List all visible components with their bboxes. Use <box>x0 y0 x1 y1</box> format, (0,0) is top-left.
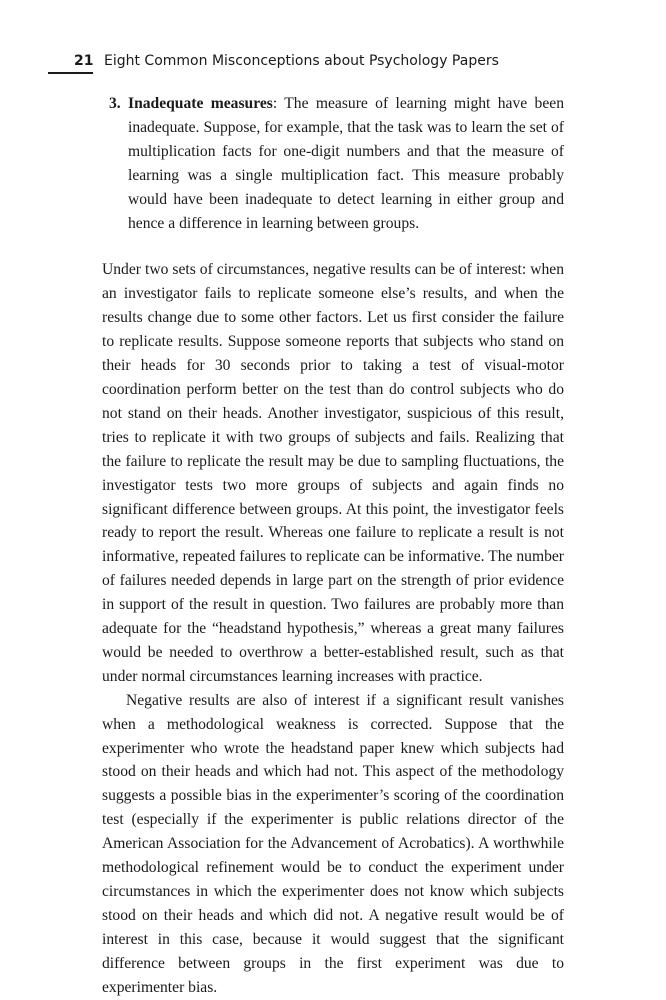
list-item-inadequate-measures <box>102 92 564 235</box>
paragraph-negative-results: Under two sets of circumstances, negative results can be of interest: when an investigator fails to replicate someone else’s results, and when the results change due to some other factors. Let us first consider the failure to replicate results. Suppose someone reports that subjects who stand on their heads for 30 seconds prior to taking a test of visual-motor coordination perform better on the test than do control subjects who do not stand on their heads. Another investigator, suspicious of this result, tries to replicate it with two groups of subjects and fails. Realizing that the failure to replicate the result may be due to sampling fluctuations, the investigator tests two more groups of subjects and again finds no significant difference between groups. At this point, the investigator feels ready to report the result. Whereas one failure to replicate a result is not informative, repeated failures to replicate can be informative. The number of failures needed depends in large part on the strength of prior evidence in support of the result in question. Two failures are probably more than adequate for the “headstand hypothesis,” whereas a great many failures would be needed to overthrow a better-established result, such as that under normal circumstances learning increases with practice. <box>102 261 564 685</box>
list-item-text: : The measure of learning might have been inadequate. Suppose, for example, that the task was to learn the set of multiplication facts for one-digit numbers and that the measure of learning was a single multiplication fact. This measure probably would have been inadequate to detect learning in either group and hence a difference in learning between groups. <box>128 95 564 232</box>
page-number: 21 <box>74 53 94 69</box>
book-title: Eight Common Misconceptions about Psychology Papers <box>104 53 499 69</box>
list-item-number: 3. <box>109 95 121 112</box>
running-head <box>0 51 666 73</box>
body-text <box>102 92 564 1000</box>
paragraph-methodological-weakness: Negative results are also of interest if a significant result vanishes when a methodological weakness is corrected. Suppose that the experimenter who wrote the headstand paper knew which subjects had stood on their heads and which had not. This aspect of the methodology suggests a possible bias in the experimenter’s scoring of the coordination test (especially if the experimenter is public relations director of the American Association for the Advancement of Acrobatics). A worthwhile methodological refinement would be to conduct the experiment under circumstances in which the experimenter does not know which subjects stood on their heads and which did not. A negative result would be of interest in this case, because it would suggest that the significant difference between groups in the first experiment was due to experimenter bias. <box>102 691 564 996</box>
header-rule <box>48 72 93 74</box>
list-item-term: Inadequate measures <box>128 95 273 112</box>
